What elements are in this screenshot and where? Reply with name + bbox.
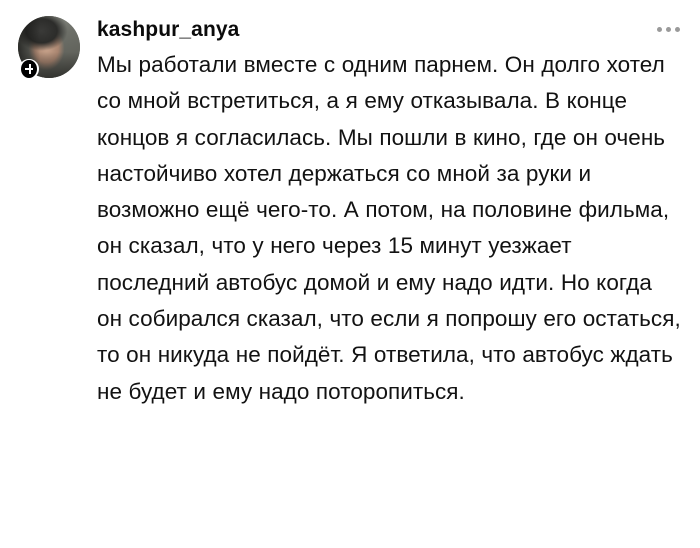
plus-icon[interactable]: [19, 59, 39, 79]
post-header-right: [80, 14, 682, 410]
username-row: [97, 14, 682, 44]
more-options-dot: [657, 27, 662, 32]
post-header: [18, 14, 682, 410]
more-options-icon[interactable]: [647, 21, 682, 38]
plus-icon-glyph: [21, 60, 37, 78]
post-text: Мы работали вместе с одним парнем. Он долго хотел со мной встретиться, а я ему отказывала. В конце концов я согласилась. Мы пошли в кино, где он очень настойчиво хотел держаться со мной за руки и возможно ещё чего-то. А потом, на половине фильма, он сказал, что у него через 15 минут уезжает последний автобус домой и ему надо идти. Но когда он собирался сказал, что если я попрошу его остаться, то он никуда не пойдёт. Я ответила, что автобус ждать не будет и ему надо поторопиться.: [97, 52, 681, 404]
post-username[interactable]: kashpur_anya: [97, 17, 240, 41]
more-options-dot: [675, 27, 680, 32]
avatar-wrapper[interactable]: [18, 16, 80, 78]
more-options-dot: [666, 27, 671, 32]
